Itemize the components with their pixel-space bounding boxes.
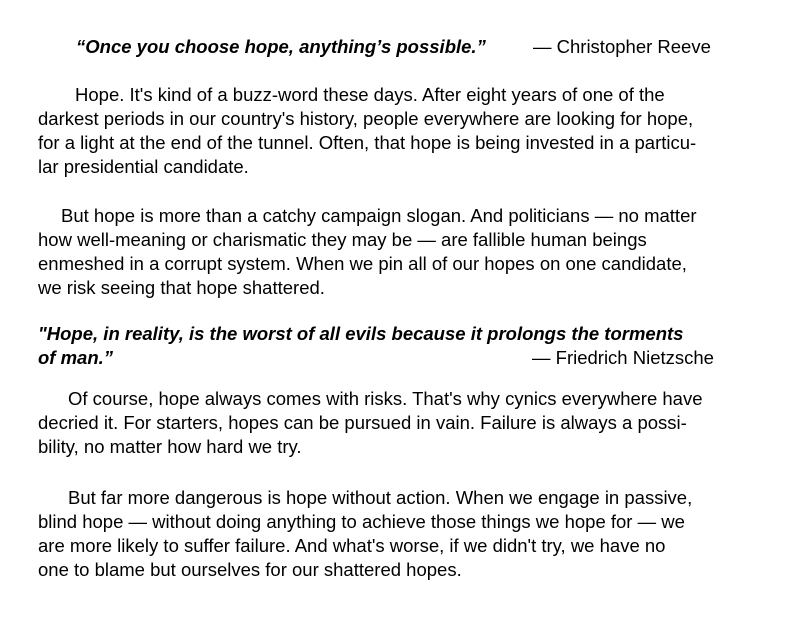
nietzsche-quote-line-2: of man.”: [38, 347, 114, 368]
paragraph-1-line-4: lar presidential candidate.: [38, 156, 249, 177]
reeve-quote-text: “Once you choose hope, anything’s possible.”: [76, 36, 486, 57]
reeve-quote-line: [76, 35, 486, 59]
paragraph-2-line-3: enmeshed in a corrupt system. When we pin all of our hopes on one candidate,: [38, 253, 687, 274]
nietzsche-attribution: — Friedrich Nietzsche: [532, 347, 714, 368]
paragraph-1-line-1: Hope. It's kind of a buzz-word these days. After eight years of one of the: [75, 84, 665, 105]
paragraph-4-line-1: But far more dangerous is hope without action. When we engage in passive,: [68, 487, 693, 508]
paragraph-1-line-2: darkest periods in our country's history, people everywhere are looking for hope,: [38, 108, 694, 129]
paragraph-4-line-2: blind hope — without doing anything to achieve those things we hope for — we: [38, 511, 685, 532]
paragraph-4-line-4: one to blame but ourselves for our shattered hopes.: [38, 559, 462, 580]
paragraph-3-line-1: Of course, hope always comes with risks. That's why cynics everywhere have: [68, 388, 703, 409]
reeve-attribution: — Christopher Reeve: [533, 36, 711, 57]
paragraph-2-line-1: But hope is more than a catchy campaign slogan. And politicians — no matter: [61, 205, 697, 226]
paragraph-1-line-3: for a light at the end of the tunnel. Often, that hope is being invested in a particu-: [38, 132, 697, 153]
paragraph-3-line-2: decried it. For starters, hopes can be pursued in vain. Failure is always a possi-: [38, 412, 687, 433]
paragraph-3-line-3: bility, no matter how hard we try.: [38, 436, 302, 457]
paragraph-2-line-4: we risk seeing that hope shattered.: [38, 277, 325, 298]
nietzsche-quote-line-1: "Hope, in reality, is the worst of all evils because it prolongs the torments: [38, 323, 684, 344]
paragraph-2-line-2: how well-meaning or charismatic they may be — are fallible human beings: [38, 229, 647, 250]
paragraph-4-line-3: are more likely to suffer failure. And what's worse, if we didn't try, we have no: [38, 535, 666, 556]
